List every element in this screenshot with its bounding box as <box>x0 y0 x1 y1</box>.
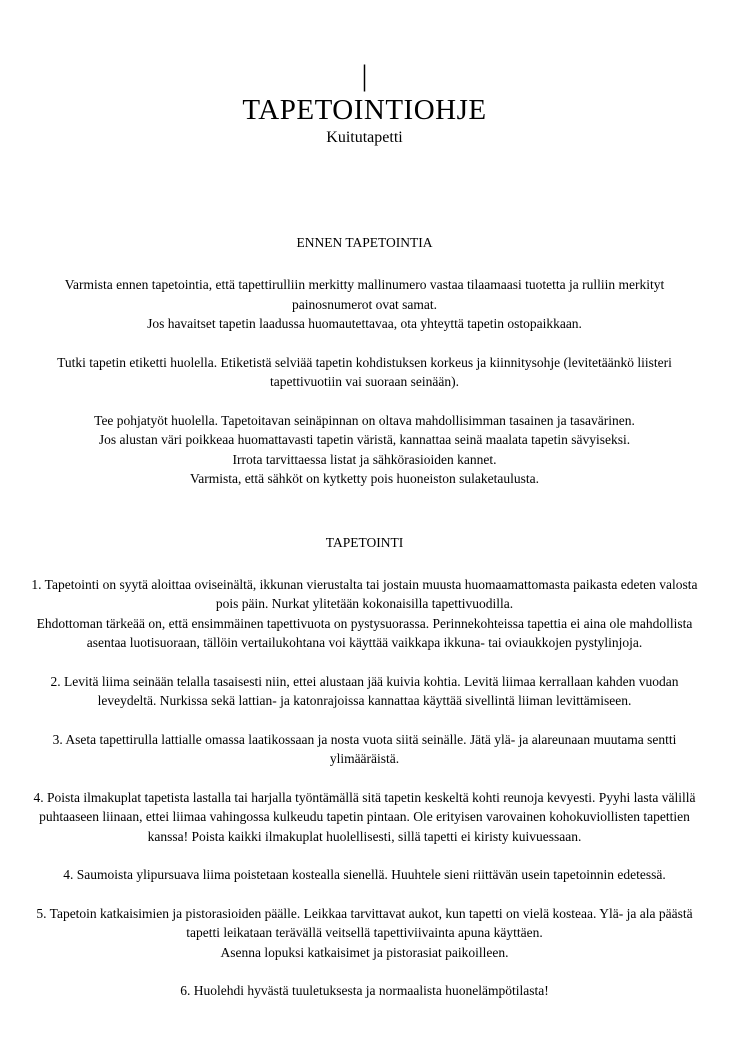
paragraph: 6. Huolehdi hyvästä tuuletuksesta ja normaalista huonelämpötilasta! <box>180 983 549 998</box>
paragraph: 1. Tapetointi on syytä aloittaa oviseinältä, ikkunan vierustalta tai jostain muusta huomaamattomasta paikasta edeten valosta pois päin. Nurkat ylitetään kokonaisilla tapettivuodilla. Ehdottoman tärkeää on, että ensimmäinen tapettivuota on pystysuorassa. Perinnekohteissa tapettia ei aina ole mahdollista asentaa luotisuoraan, tällöin vertailukohtana voi käyttää vaikkapa ikkuna- tai oviaukkojen pystylinjoja. <box>31 576 698 650</box>
vertical-line-mark: | <box>361 59 368 92</box>
document-title: TAPETOINTIOHJE <box>242 94 487 126</box>
paragraph: 5. Tapetoin katkaisimien ja pistorasioiden päälle. Leikkaa tarvittavat aukot, kun tapetti on vielä kosteaa. Ylä- ja ala päästä tapetti leikataan terävällä veitsellä tapettiviivainta apuna käyttäen. Asenna lopuksi katkaisimet ja pistorasiat paikoilleen. <box>36 905 693 960</box>
document-section <box>24 235 705 489</box>
document-sections <box>24 235 705 1001</box>
document-header <box>24 60 705 147</box>
paragraph: 3. Aseta tapettirulla lattialle omassa laatikossaan ja nosta vuota siitä seinälle. Jätä ylä- ja alareunaan muutama sentti ylimääräistä. <box>52 731 677 766</box>
paragraph: Tee pohjatyöt huolella. Tapetoitavan seinäpinnan on oltava mahdollisimman tasainen ja tasavärinen. Jos alustan väri poikkeaa huomattavasti tapetin väristä, kannattaa seinä maalata tapetin sävyiseksi. Irrota tarvittaessa listat ja sähkörasioiden kannet. Varmista, että sähköt on kytketty pois huoneiston sulaketaulusta. <box>94 412 635 486</box>
document-subtitle: Kuitutapetti <box>326 129 403 146</box>
document-section <box>24 535 705 1001</box>
paragraph: 4. Poista ilmakuplat tapetista lastalla tai harjalla työntämällä sitä tapetin keskeltä kohti reunoja kevyesti. Pyyhi lasta välillä puhtaaseen liinaan, ettei liimaa vahingossa kulkeudu tapetin pintaan. Ole erityisen varovainen kohokuviollisten tapettien kanssa! Poista kaikki ilmakuplat huolellisesti, sillä tapetti ei kiristy kuivuessaan. <box>33 789 696 844</box>
section-heading: ENNEN TAPETOINTIA <box>296 235 433 250</box>
section-heading: TAPETOINTI <box>325 534 404 550</box>
paragraph: Tutki tapetin etiketti huolella. Etiketistä selviää tapetin kohdistuksen korkeus ja kiinnitysohje (levitetäänkö liisteri tapettivuotiin vai suoraan seinään). <box>57 354 672 389</box>
paragraph: Varmista ennen tapetointia, että tapettirulliin merkitty mallinumero vastaa tilaamaasi tuotetta ja rulliin merkityt painosnumerot ovat samat. Jos havaitset tapetin laadussa huomautettavaa, ota yhteyttä tapetin ostopaikkaan. <box>64 277 665 331</box>
paragraph: 4. Saumoista ylipursuava liima poistetaan kostealla sienellä. Huuhtele sieni riittävän usein tapetoinnin edetessä. <box>63 867 666 882</box>
paragraph: 2. Levitä liima seinään telalla tasaisesti niin, ettei alustaan jää kuivia kohtia. Levitä liimaa kerrallaan kahden vuodan leveydeltä. Nurkissa sekä lattian- ja katonrajoissa kannattaa käyttää sivellintä liiman levittämiseen. <box>50 673 679 708</box>
